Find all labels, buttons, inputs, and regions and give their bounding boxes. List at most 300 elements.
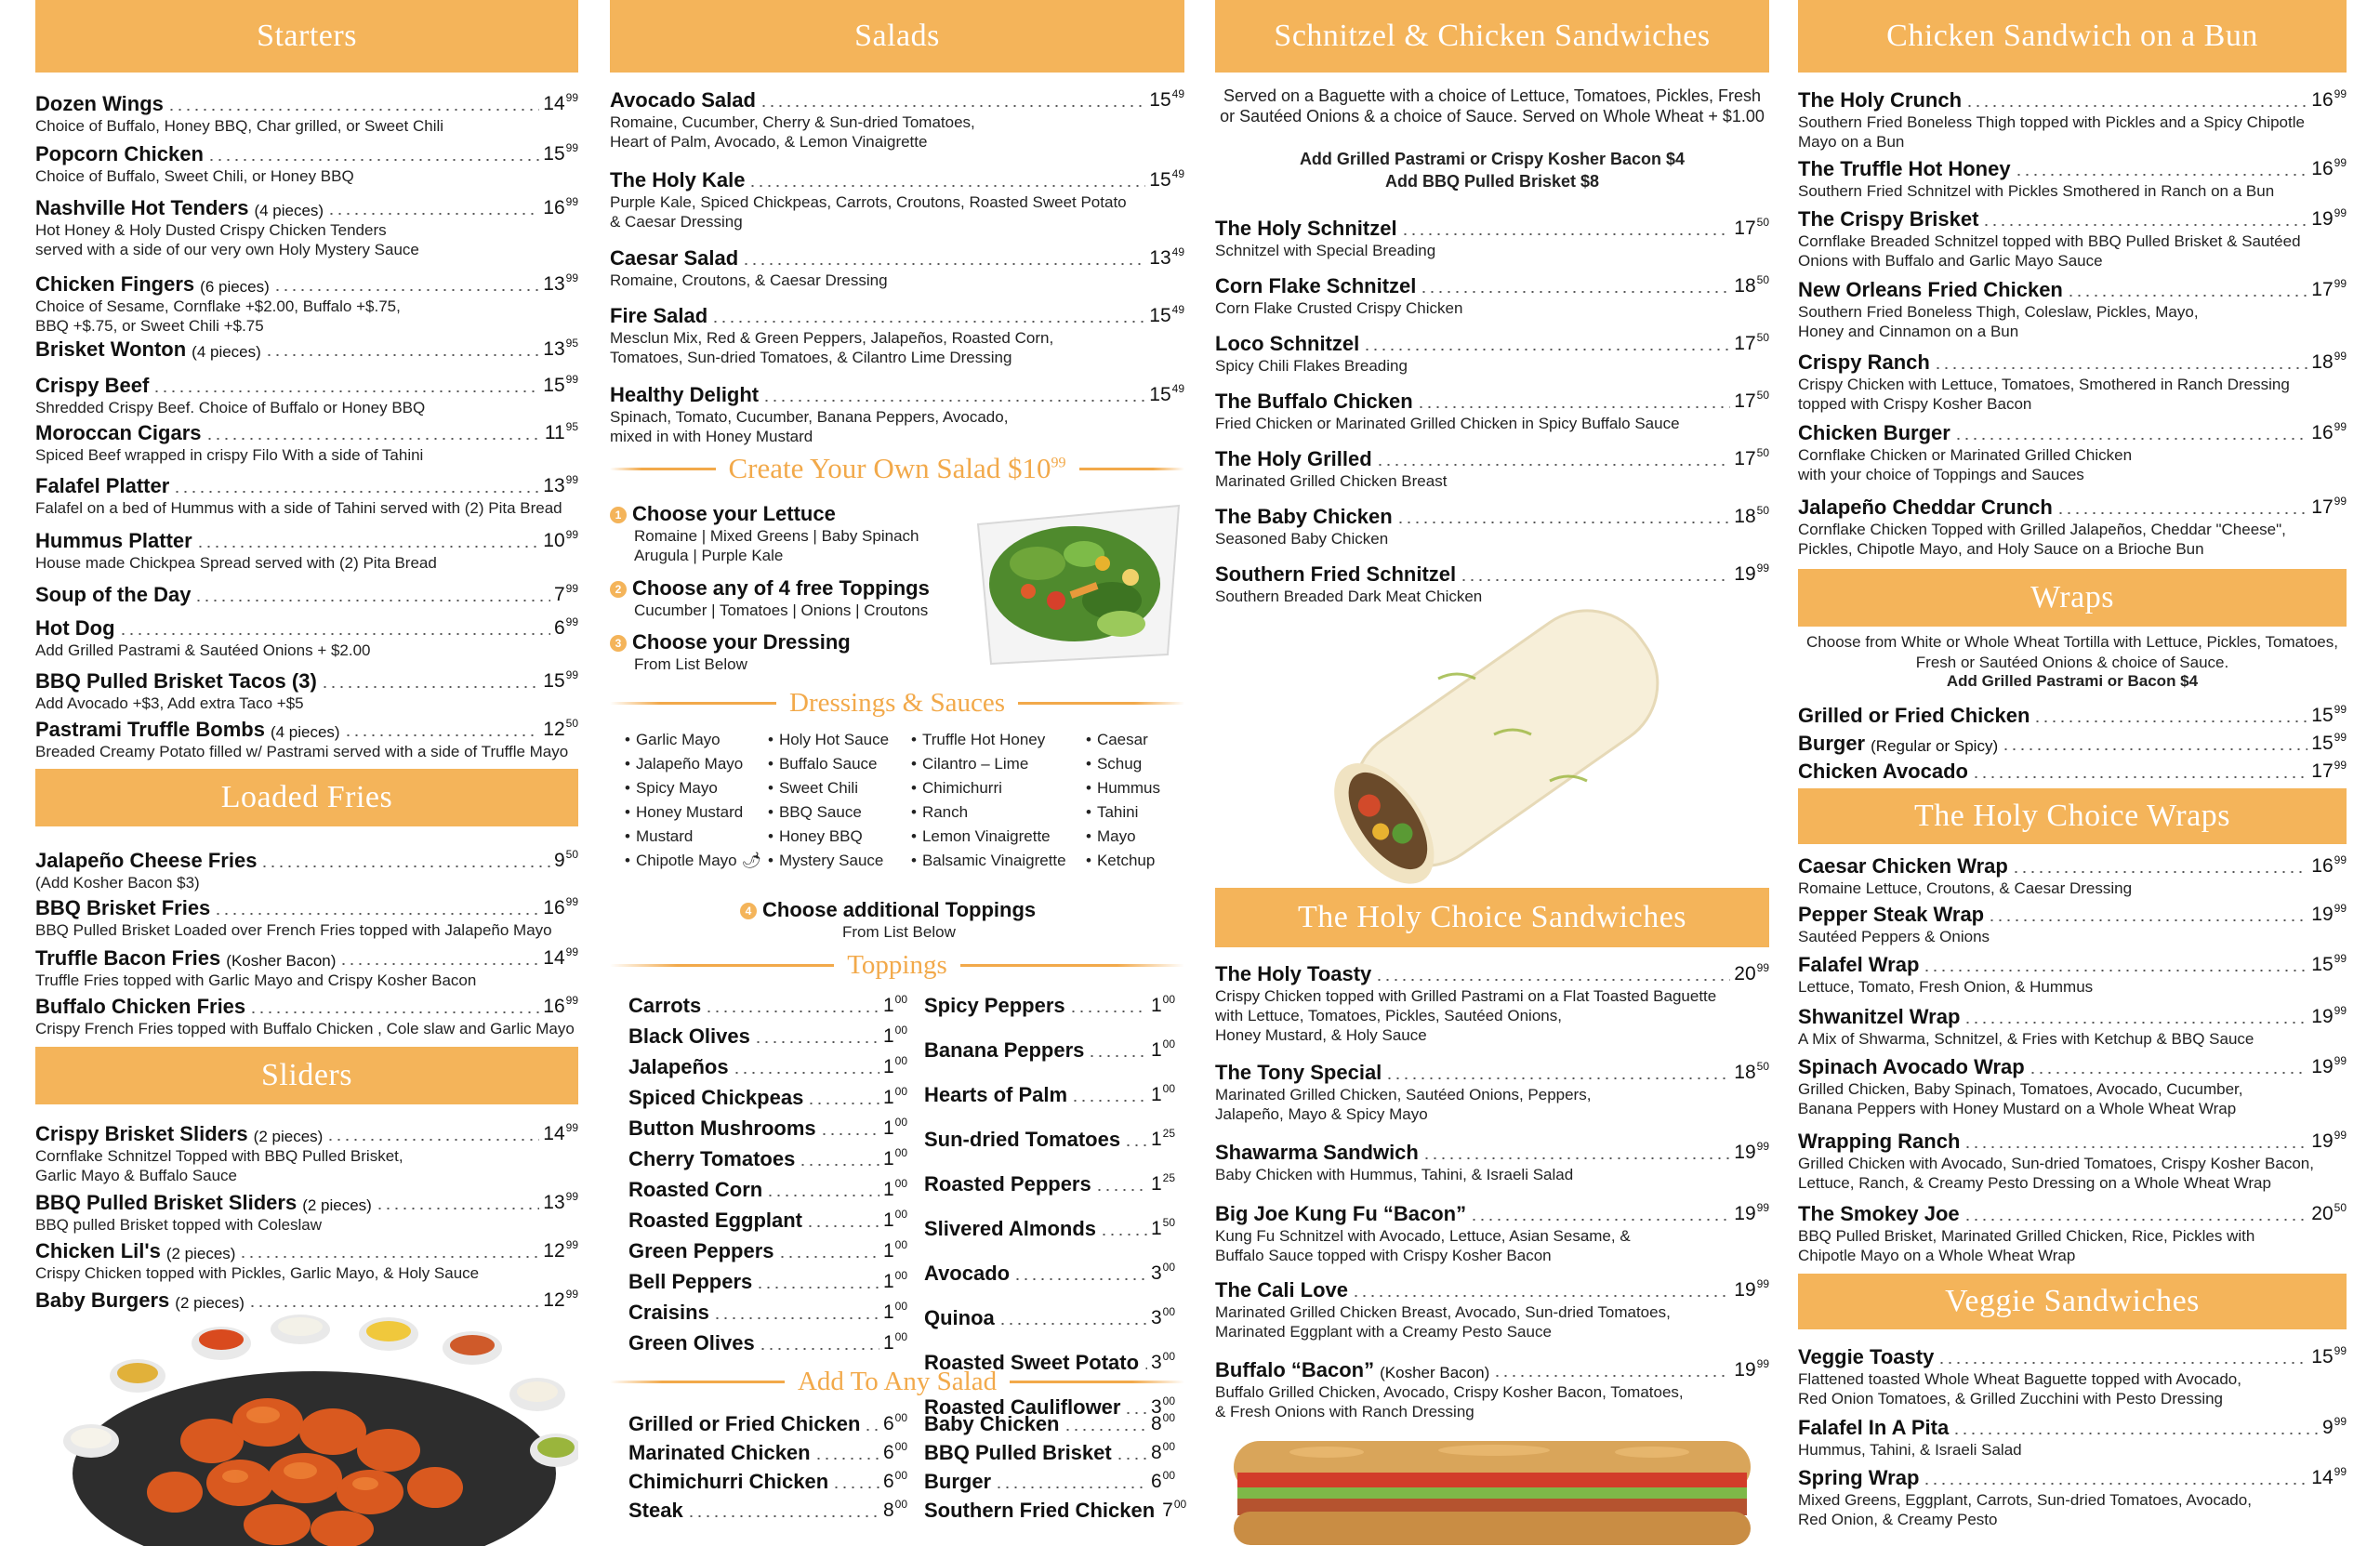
salad-bowl-photo: [972, 498, 1184, 673]
dressing-item: • Holy Hot Sauce: [768, 731, 911, 749]
wings-photo: [35, 1311, 578, 1546]
menu-item-row: [35, 1233, 578, 1263]
menu-item-row: [1798, 201, 2347, 231]
price-cents: 99: [1756, 961, 1769, 974]
price-cents: 50: [1756, 273, 1769, 286]
menu-item-price: [545, 415, 578, 445]
menu-item-row: [924, 987, 1175, 1018]
menu-item-price: [2311, 1123, 2347, 1154]
menu-item: [1798, 415, 2347, 484]
price-dollars: 15: [2311, 705, 2334, 726]
menu-item-row: [628, 1018, 907, 1049]
menu-item-row: [1798, 697, 2347, 728]
menu-item-row: [35, 940, 578, 971]
add-to-salad-title: Add To Any Salad: [797, 1367, 998, 1396]
menu-item-name: Southern Fried Schnitzel: [1215, 562, 1457, 586]
price-cents: 95: [565, 420, 578, 433]
menu-item-row: [1798, 151, 2347, 181]
price-dollars: 14: [543, 93, 565, 114]
menu-item-price: [1151, 1032, 1175, 1063]
menu-item-price: [543, 1184, 578, 1215]
price-cents: 50: [1756, 446, 1769, 459]
menu-item-name: Hot Dog: [35, 616, 115, 640]
price-dollars: 3: [1150, 1396, 1162, 1418]
step-number-badge: 2: [610, 581, 627, 598]
price-cents: 99: [565, 473, 578, 486]
menu-item-price: [1734, 556, 1769, 587]
menu-item-note: (4 pieces): [270, 723, 340, 741]
menu-item: [610, 377, 1184, 446]
dressing-item: • Buffalo Sauce: [768, 755, 911, 773]
menu-item-row: [1798, 271, 2347, 302]
menu-item-price: [543, 890, 578, 920]
price-dollars: 19: [1734, 1279, 1756, 1301]
menu-item-price: [543, 1116, 578, 1146]
price-cents: 50: [1756, 389, 1769, 402]
menu-item: [35, 415, 578, 465]
menu-item-row: [610, 297, 1184, 328]
menu-item-name: Big Joe Kung Fu “Bacon”: [1215, 1202, 1467, 1225]
divider-line: [610, 964, 834, 967]
price-dollars: 1: [1150, 1084, 1162, 1105]
menu-item-row: [35, 522, 578, 553]
dot-leader: [167, 109, 539, 111]
menu-item: [35, 711, 578, 761]
menu-item-price: [883, 1202, 907, 1233]
divider-line: [1079, 468, 1185, 470]
dot-leader: [1923, 1483, 2307, 1485]
menu-item-description: Southern Fried Schnitzel with Pickles Smothered in Ranch on a Bun: [1798, 182, 2275, 200]
menu-item-name: Crispy Ranch: [1798, 350, 1930, 374]
price-cents: 00: [894, 1269, 907, 1282]
menu-item-price: [2311, 1339, 2347, 1369]
dot-leader: [1124, 1144, 1147, 1146]
price-cents: 00: [894, 1146, 907, 1159]
menu-item-description: Crispy Chicken with Lettuce, Tomatoes, Smothered in Ranch Dressing topped with Crispy Kosher Bacon: [1798, 376, 2290, 413]
dressing-item: • Caesar: [1086, 731, 1188, 749]
dot-leader: [248, 1305, 539, 1307]
price-cents: 00: [894, 1116, 907, 1129]
menu-item-row: [1798, 725, 2347, 756]
price-dollars: 1: [882, 1056, 894, 1077]
menu-item-row: [35, 367, 578, 398]
dot-leader: [173, 491, 539, 493]
menu-item-price: [543, 266, 578, 297]
price-dollars: 9: [553, 850, 565, 871]
menu-item-name: BBQ Brisket Fries: [35, 896, 211, 919]
menu-item: [628, 987, 907, 1018]
menu-item-price: [883, 1434, 907, 1465]
toppings-list-left: [628, 987, 907, 1355]
menu-item-description: Truffle Fries topped with Garlic Mayo and Crispy Kosher Bacon: [35, 971, 477, 989]
menu-item-row: [628, 1492, 907, 1523]
dot-leader: [1363, 349, 1730, 350]
menu-item-row: [35, 576, 578, 607]
menu-item-price: [543, 940, 578, 971]
price-cents: 50: [1756, 216, 1769, 229]
menu-item: [35, 468, 578, 518]
price-dollars: 15: [1149, 305, 1171, 326]
dot-leader: [1420, 291, 1730, 293]
dot-leader: [814, 1458, 879, 1460]
menu-item-description: BBQ Pulled Brisket, Marinated Grilled Chicken, Rice, Pickles with Chipotle Mayo on a Whole Wheat Wrap: [1798, 1227, 2255, 1264]
menu-item-description: Choice of Sesame, Cornflake +$2.00, Buffalo +$.75, BBQ +$.75, or Sweet Chili +$.75: [35, 297, 401, 335]
menu-item-name: Hearts of Palm: [924, 1083, 1068, 1106]
menu-item: [1798, 848, 2347, 898]
menu-item-price: [1151, 1463, 1175, 1494]
dot-leader: [2002, 748, 2307, 750]
menu-item-price: [2311, 1049, 2347, 1079]
menu-item-description: Mesclun Mix, Red & Green Peppers, Jalapeños, Roasted Corn, Tomatoes, Sun-dried Tomatoes, & Cilantro Lime Dressing: [610, 329, 1054, 366]
menu-item-price: [1734, 1272, 1769, 1302]
price-dollars: 1: [882, 1117, 894, 1139]
dressing-item: • Garlic Mayo: [625, 731, 768, 749]
section-header-holy-sandwiches: The Holy Choice Sandwiches: [1215, 888, 1769, 947]
menu-item-name: The Tony Special: [1215, 1061, 1382, 1084]
menu-item-row: [628, 1406, 907, 1436]
dot-leader: [832, 1487, 879, 1488]
price-cents: 00: [1162, 1411, 1175, 1424]
menu-item-description: Kung Fu Schnitzel with Avocado, Lettuce, Asian Sesame, & Buffalo Sauce topped with Crispy Kosher Bacon: [1215, 1227, 1631, 1264]
step-title: Choose additional Toppings: [762, 898, 1037, 921]
dressing-item: • Sweet Chili: [768, 779, 911, 798]
menu-item-description: BBQ pulled Brisket topped with Coleslaw: [35, 1216, 323, 1234]
section-header-veggie: Veggie Sandwiches: [1798, 1274, 2347, 1329]
create-salad-cents: 99: [1051, 455, 1066, 471]
price-dollars: 14: [543, 947, 565, 969]
menu-item: [1798, 1460, 2347, 1529]
menu-item-price: [883, 1263, 907, 1294]
step-title: Choose your Dressing: [632, 630, 851, 654]
menu-item: [35, 610, 578, 660]
menu-item-name: Roasted Peppers: [924, 1172, 1091, 1196]
menu-item-price: [883, 1294, 907, 1325]
menu-item: [35, 1184, 578, 1235]
menu-item-description: (Add Kosher Bacon $3): [35, 874, 200, 892]
price-dollars: 1: [882, 1025, 894, 1047]
dot-leader: [762, 400, 1145, 402]
price-dollars: 13: [543, 1192, 565, 1213]
menu-item-name: Brisket Wonton: [35, 337, 187, 361]
dressing-item: • BBQ Sauce: [768, 803, 911, 822]
price-dollars: 19: [2311, 904, 2334, 925]
menu-item-row: [35, 988, 578, 1019]
menu-item-name: Avocado Salad: [610, 88, 756, 112]
menu-item: [924, 1255, 1175, 1293]
section-header-schnitzel: Schnitzel & Chicken Sandwiches: [1215, 0, 1769, 73]
menu-item-price: [543, 663, 578, 694]
menu-item: [610, 82, 1184, 152]
menu-item-row: [628, 1434, 907, 1465]
price-cents: 99: [2334, 853, 2347, 866]
menu-item-description: Flattened toasted Whole Wheat Baguette topped with Avocado, Red Onion Tomatoes, & Grilled Zucchini with Pesto Dressing: [1798, 1370, 2241, 1407]
dot-leader: [119, 633, 550, 635]
divider-line: [1018, 702, 1184, 705]
menu-item-description: Cornflake Breaded Schnitzel topped with BBQ Pulled Brisket & Sautéed Onions with Buffalo and Garlic Mayo Sauce: [1798, 232, 2301, 270]
price-cents: 00: [894, 1085, 907, 1098]
price-cents: 50: [1756, 504, 1769, 517]
menu-item-name: Shwanitzel Wrap: [1798, 1005, 1961, 1028]
menu-item: [1798, 344, 2347, 414]
price-dollars: 14: [2311, 1467, 2334, 1488]
menu-item: [628, 1263, 907, 1294]
price-dollars: 19: [2311, 1056, 2334, 1077]
menu-item-name: Pastrami Truffle Bombs: [35, 718, 265, 741]
menu-item-name: Carrots: [628, 994, 702, 1017]
menu-item-row: [35, 842, 578, 873]
dot-leader: [1965, 105, 2307, 107]
menu-item-name: Truffle Bacon Fries: [35, 946, 221, 970]
price-cents: 99: [2334, 703, 2347, 716]
menu-item-row: [35, 1116, 578, 1146]
section-header-sliders: Sliders: [35, 1047, 578, 1104]
menu-item-row: [924, 1300, 1175, 1330]
price-dollars: 18: [1734, 506, 1756, 527]
step-title: Choose any of 4 free Toppings: [632, 576, 930, 600]
menu-item-description: Seasoned Baby Chicken: [1215, 530, 1389, 548]
price-cents: 99: [2334, 1129, 2347, 1142]
menu-item-name: Popcorn Chicken: [35, 142, 204, 165]
price-dollars: 3: [1150, 1262, 1162, 1284]
price-dollars: 19: [2311, 1130, 2334, 1152]
menu-item-description: Cornflake Schnitzel Topped with BBQ Pulled Brisket, Garlic Mayo & Buffalo Sauce: [35, 1147, 403, 1184]
menu-item-description: Cornflake Chicken Topped with Grilled Jalapeños, Cheddar "Cheese", Pickles, Chipotle Mayo, and Holy Sauce on a Brioche Bun: [1798, 521, 2286, 558]
menu-item-price: [543, 988, 578, 1019]
menu-item: [924, 1077, 1175, 1115]
dot-leader: [1095, 1189, 1147, 1191]
menu-item-price: [554, 576, 578, 607]
menu-item-row: [1215, 383, 1769, 414]
menu-item-price: [883, 1018, 907, 1049]
dot-leader: [2056, 512, 2307, 514]
dressing-item: • Honey BBQ: [768, 827, 911, 846]
dot-leader: [1934, 367, 2307, 369]
menu-item-price: [543, 1233, 578, 1263]
menu-item-row: [628, 1294, 907, 1325]
menu-item-description: Breaded Creamy Potato filled w/ Pastrami served with a side of Truffle Mayo: [35, 743, 569, 760]
menu-item-name: The Truffle Hot Honey: [1798, 157, 2011, 180]
dot-leader: [1069, 1011, 1147, 1012]
menu-item-price: [2322, 1409, 2347, 1440]
dot-leader: [733, 1072, 879, 1074]
menu-item-note: (2 pieces): [165, 1245, 236, 1262]
menu-item-name: Roasted Corn: [628, 1178, 763, 1201]
dot-leader: [2033, 720, 2307, 722]
menu-item-price: [883, 1141, 907, 1171]
dot-leader: [1923, 970, 2307, 971]
menu-item-row: [628, 1233, 907, 1263]
menu-item-name: The Buffalo Chicken: [1215, 390, 1413, 413]
menu-item-price: [543, 367, 578, 398]
dot-leader: [1396, 522, 1731, 523]
step-number-badge: 3: [610, 635, 627, 652]
menu-item-description: Falafel on a bed of Hummus with a side of Tahini served with (2) Pita Bread: [35, 499, 562, 517]
menu-item-row: [1798, 1339, 2347, 1369]
price-dollars: 19: [1734, 1359, 1756, 1381]
price-dollars: 1: [882, 1271, 894, 1292]
price-cents: 99: [2334, 156, 2347, 169]
wraps-add-on: Add Grilled Pastrami or Bacon $4: [1946, 672, 2199, 690]
menu-item-description: Cornflake Chicken or Marinated Grilled Chicken with your choice of Toppings and Sauces: [1798, 446, 2133, 483]
menu-item-row: [628, 1049, 907, 1079]
dot-leader: [1954, 438, 2307, 440]
price-cents: 00: [1162, 1261, 1175, 1274]
price-dollars: 19: [1734, 563, 1756, 585]
menu-item-name: Jalapeños: [628, 1055, 729, 1078]
menu-item-name: Loco Schnitzel: [1215, 332, 1360, 355]
column-starters: [35, 0, 578, 1546]
schnitzel-intro: Served on a Baguette with a choice of Lettuce, Tomatoes, Pickles, Fresh or Sautéed Onions & a choice of Sauce. Served on Whole Wheat + $1.00: [1220, 86, 1765, 126]
menu-item-note: (Regular or Spicy): [1871, 737, 1999, 755]
menu-item-name: The Crispy Brisket: [1798, 207, 1979, 231]
price-dollars: 16: [2311, 158, 2334, 179]
menu-item-name: BBQ Pulled Brisket Tacos (3): [35, 669, 317, 693]
menu-item: [1215, 268, 1769, 318]
menu-item: [35, 988, 578, 1038]
menu-item-name: The Holy Kale: [610, 168, 746, 192]
menu-item-row: [610, 377, 1184, 407]
menu-item-description: Baby Chicken with Hummus, Tahini, & Israeli Salad: [1215, 1166, 1574, 1183]
menu-item-price: [883, 1463, 907, 1494]
price-dollars: 19: [2311, 1006, 2334, 1027]
schnitzel-add-on-2: Add BBQ Pulled Brisket $8: [1384, 172, 1600, 191]
dot-leader: [1964, 1146, 2307, 1148]
dot-leader: [2029, 1072, 2308, 1074]
dot-leader: [742, 263, 1145, 265]
menu-item-name: Chicken Avocado: [1798, 760, 1968, 783]
price-dollars: 10: [543, 530, 565, 551]
price-cents: 00: [894, 1498, 907, 1511]
menu-item: [1798, 1409, 2347, 1460]
menu-item-price: [1149, 162, 1184, 192]
price-cents: 99: [2334, 206, 2347, 219]
price-dollars: 17: [1734, 448, 1756, 469]
price-cents: 99: [2334, 420, 2347, 433]
step-title: Choose your Lettuce: [632, 502, 836, 525]
dot-leader: [1937, 1362, 2307, 1364]
menu-item-description: Southern Fried Boneless Thigh, Coleslaw, Pickles, Mayo, Honey and Cinnamon on a Bun: [1798, 303, 2199, 340]
menu-item-price: [1149, 240, 1184, 271]
menu-item-description: Spiced Beef wrapped in crispy Filo With a side of Tahini: [35, 446, 424, 464]
menu-item-description: Southern Fried Boneless Thigh topped with Pickles and a Spicy Chipotle Mayo on a Bun: [1798, 113, 2305, 151]
menu-item-price: [543, 136, 578, 166]
dressing-item: • Tahini: [1086, 803, 1188, 822]
menu-item-price: [1734, 210, 1769, 241]
menu-item-price: [1734, 1134, 1769, 1165]
dot-leader: [864, 1429, 879, 1431]
dot-leader: [1422, 1157, 1730, 1159]
menu-item-row: [35, 190, 578, 220]
menu-item-name: Chimichurri Chicken: [628, 1470, 829, 1493]
create-salad-title-text: Create Your Own Salad: [728, 452, 1001, 484]
schnitzel-add-on-1: Add Grilled Pastrami or Crispy Kosher Bacon $4: [1299, 150, 1686, 168]
menu-item-description: Grilled Chicken, Baby Spinach, Tomatoes, Avocado, Cucumber, Banana Peppers with Honey Mustard on a Whole Wheat Wrap: [1798, 1080, 2243, 1117]
menu-item-name: Burger: [1798, 732, 1866, 755]
menu-item-row: [1215, 1196, 1769, 1226]
column-salads: [610, 0, 1187, 1546]
menu-item: [924, 1032, 1175, 1070]
menu-item-name: Roasted Cauliflower: [924, 1395, 1121, 1419]
menu-item-row: [35, 266, 578, 297]
menu-item-row: [1798, 344, 2347, 375]
menu-item: [628, 1492, 907, 1521]
menu-item-name: Dozen Wings: [35, 92, 164, 115]
menu-item-row: [924, 1255, 1175, 1286]
menu-item: [35, 136, 578, 186]
price-cents: 00: [1162, 1037, 1175, 1050]
menu-item-name: Baby Chicken: [924, 1412, 1060, 1435]
price-dollars: 15: [1149, 89, 1171, 111]
price-cents: 99: [2334, 495, 2347, 508]
price-cents: 99: [2334, 1415, 2347, 1428]
menu-item: [1798, 725, 2347, 756]
price-cents: 99: [565, 141, 578, 154]
menu-item-name: BBQ Pulled Brisket: [924, 1441, 1112, 1464]
menu-item-name: Shawarma Sandwich: [1215, 1141, 1419, 1164]
menu-item-name: Spinach Avocado Wrap: [1798, 1055, 2025, 1078]
menu-item: [1798, 1049, 2347, 1118]
menu-item: [610, 162, 1184, 231]
menu-item: [628, 1110, 907, 1141]
menu-item: [1798, 201, 2347, 271]
dot-leader: [998, 1323, 1147, 1325]
dot-leader: [1352, 1295, 1730, 1297]
price-cents: 99: [565, 271, 578, 284]
menu-item-name: The Holy Grilled: [1215, 447, 1372, 470]
section-header-holy-wraps: The Holy Choice Wraps: [1798, 788, 2347, 844]
price-dollars: 6: [882, 1413, 894, 1434]
menu-item: [1798, 998, 2347, 1049]
create-step-2: [610, 576, 930, 620]
menu-item: [1798, 1196, 2347, 1265]
price-cents: 99: [2334, 1054, 2347, 1067]
create-salad-price: $10: [1008, 452, 1051, 484]
menu-item-row: [35, 331, 578, 362]
menu-item: [1215, 1134, 1769, 1184]
price-dollars: 15: [543, 670, 565, 692]
section-header-starters: Starters: [35, 0, 578, 73]
price-dollars: 7: [553, 584, 565, 605]
dot-leader: [194, 600, 550, 601]
menu-item: [628, 1018, 907, 1049]
price-dollars: 8: [1150, 1442, 1162, 1463]
price-dollars: 8: [1150, 1413, 1162, 1434]
menu-item-price: [2311, 1196, 2347, 1226]
price-dollars: 15: [543, 143, 565, 165]
price-dollars: 13: [543, 475, 565, 496]
price-cents: 00: [894, 993, 907, 1006]
menu-item-price: [543, 331, 578, 362]
menu-item-row: [924, 1463, 1175, 1494]
menu-item-price: [883, 1233, 907, 1263]
price-dollars: 3: [1150, 1307, 1162, 1328]
menu-item-row: [1215, 556, 1769, 587]
menu-item-name: Black Olives: [628, 1024, 750, 1048]
menu-item-description: BBQ Pulled Brisket Loaded over French Fries topped with Jalapeño Mayo: [35, 921, 552, 939]
price-cents: 99: [565, 1190, 578, 1203]
price-cents: 99: [2334, 759, 2347, 772]
menu-item-row: [1215, 1134, 1769, 1165]
dot-leader: [273, 289, 539, 291]
menu-item: [1798, 151, 2347, 201]
price-cents: 00: [1162, 1394, 1175, 1407]
price-dollars: 1: [882, 1240, 894, 1262]
dot-leader: [1385, 1077, 1730, 1079]
price-cents: 99: [565, 582, 578, 595]
price-cents: 99: [1756, 1357, 1769, 1370]
menu-item-name: New Orleans Fried Chicken: [1798, 278, 2063, 301]
menu-item-name: Button Mushrooms: [628, 1117, 816, 1140]
